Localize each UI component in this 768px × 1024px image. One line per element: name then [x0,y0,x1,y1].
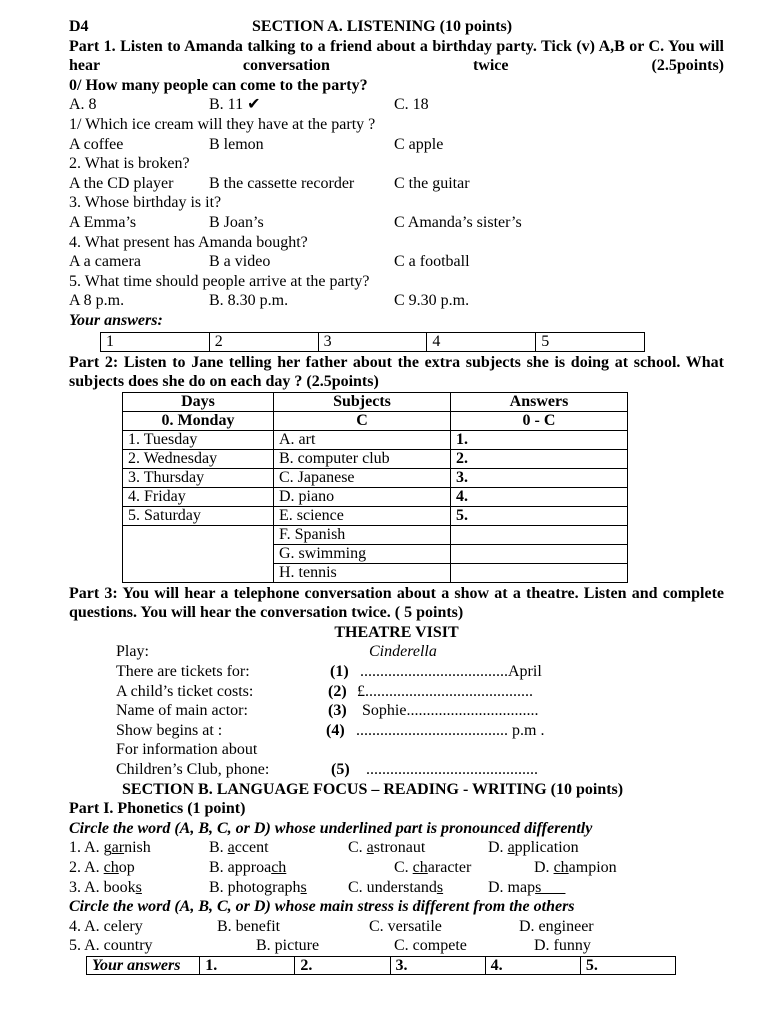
column-header: Answers [451,392,628,411]
q0-option-a: A. 8 [69,96,97,114]
q5-option-c: C 9.30 p.m. [394,292,470,310]
q2-options [69,174,724,194]
phonetics-row-2 [69,858,724,878]
column-header: Days [123,392,274,411]
part1-q1: 1/ Which ice cream will they have at the party ? [69,115,376,133]
answer-cell[interactable]: 2 [209,332,318,351]
play-row [69,642,724,662]
exam-page [69,17,724,975]
check-icon: ✔ [247,96,261,114]
subject-cell: E. science [274,506,451,525]
field-number: (5) [331,761,350,779]
theatre-visit-heading: THEATRE VISIT [334,623,459,641]
field-2 [69,682,724,702]
answer-cell[interactable]: 5. [580,956,675,974]
part1-answer-table [100,332,645,352]
stress-row-4 [69,917,724,937]
subject-cell: B. computer club [274,449,451,468]
q5-option-a: A 8 p.m. [69,292,125,310]
q1-options [69,135,724,155]
field-3 [69,701,724,721]
section-a-title: SECTION A. LISTENING (10 points) [252,18,513,35]
field-blank[interactable]: ........................................... [366,761,538,779]
phonetics-row-1 [69,838,724,858]
field-number: (2) [328,682,347,700]
option-b: B. picture [256,937,320,955]
field-number: (1) [330,663,349,681]
option-c: C. character [394,859,472,876]
field-number: (4) [326,721,345,739]
part1-title: Part 1. Listen to Amanda talking to a friend about a birthday party. Tick (v) A,B or C. You will hear conversation twice (2.5points) [69,37,724,75]
option-c: C. versatile [369,917,442,935]
q1-option-a: A coffee [69,135,124,153]
field-blank[interactable]: ...................................... p.m . [356,721,545,739]
part2-table [122,392,628,583]
option-c: C. understands [348,878,444,896]
answer-cell[interactable]: 4 [427,332,536,351]
example-day: 0. Monday [123,411,274,430]
answer-cell[interactable]: 1. [200,956,295,974]
answer-cell[interactable]: 2. [451,449,628,468]
q3-option-a: A Emma’s [69,213,137,231]
subject-cell: C. Japanese [274,468,451,487]
q3-option-c: C Amanda’s sister’s [394,213,522,231]
q2-option-b: B the cassette recorder [209,174,355,192]
part1-q3: 3. Whose birthday is it? [69,194,222,212]
answer-label: Your answers [87,956,200,974]
option-a: 1. A. garnish [69,839,151,857]
option-d: D. champion [534,859,617,876]
option-b: B. photographs [209,878,307,896]
q0-option-b: B. 11 ✔ [209,96,261,114]
column-header: Subjects [274,392,451,411]
example-answer: 0 - C [451,411,628,430]
field-label: Children’s Club, phone: [116,761,270,779]
field-label: For information about [116,741,258,759]
option-b: B. approach [209,859,287,876]
q1-option-b: B lemon [209,135,264,153]
answer-cell [451,525,628,544]
subject-cell: A. art [274,430,451,449]
q4-options [69,252,724,272]
part1-q2: 2. What is broken? [69,155,190,173]
part1-q5: 5. What time should people arrive at the party? [69,272,370,290]
section-b-row [69,780,724,800]
day-cell-empty [123,525,274,582]
answer-cell[interactable]: 1. [451,430,628,449]
option-c: C. astronaut [348,839,426,857]
phonetics-row-3 [69,878,724,898]
part3-title: Part 3: You will hear a telephone conversation about a show at a theatre. Listen and complete questions. You will hear the conversation twice. ( 5 points) [69,584,724,622]
day-cell: 3. Thursday [123,468,274,487]
part1-q4: 4. What present has Amanda bought? [69,233,308,251]
play-value: Cinderella [369,643,437,661]
answer-cell[interactable]: 3. [451,468,628,487]
stress-row-5 [69,936,724,956]
option-a: 4. A. celery [69,917,143,935]
field-blank[interactable]: .....................................April [360,663,542,681]
subject-cell: H. tennis [274,563,451,582]
option-d: D. maps___ [488,878,566,896]
q0-options [69,95,724,115]
field-1 [69,662,724,682]
subject-cell: F. Spanish [274,525,451,544]
phonetics-instruction: Circle the word (A, B, C, or D) whose underlined part is pronounced differently [69,819,593,837]
answer-cell[interactable]: 3 [318,332,427,351]
exam-code: D4 [69,18,89,35]
answer-cell[interactable]: 5. [451,506,628,525]
q2-option-a: A the CD player [69,174,174,192]
option-a: 5. A. country [69,937,153,955]
answer-cell[interactable]: 4. [451,487,628,506]
subject-cell: D. piano [274,487,451,506]
answer-cell[interactable]: 1 [101,332,210,351]
play-label: Play: [116,643,149,661]
q0-option-c: C. 18 [394,96,429,114]
field-number: (3) [328,702,347,720]
section-b-title: SECTION B. LANGUAGE FOCUS – READING - WRITING (10 points) [122,780,624,798]
answer-cell[interactable]: 3. [390,956,485,974]
day-cell: 2. Wednesday [123,449,274,468]
answer-cell [451,563,628,582]
section-b-answer-table [86,956,676,975]
option-a: 2. A. chop [69,859,135,876]
option-d: D. application [488,839,579,857]
subject-cell: G. swimming [274,544,451,563]
part1-your-answers: Your answers: [69,311,163,329]
field-label: Name of main actor: [116,702,248,720]
q4-option-c: C a football [394,253,470,271]
day-cell: 4. Friday [123,487,274,506]
part1-q0: 0/ How many people can come to the party? [69,76,368,94]
option-a: 3. A. books [69,878,142,896]
field-blank[interactable]: Sophie................................. [362,702,539,720]
answer-cell[interactable]: 5 [536,332,645,351]
option-c: C. compete [394,937,467,955]
q1-option-c: C apple [394,135,444,153]
field-5 [69,760,724,780]
part2-title: Part 2: Listen to Jane telling her father about the extra subjects she is doing at school. What subjects does she do on each day ? (2.5points) [69,353,724,391]
q5-options [69,291,724,311]
day-cell: 1. Tuesday [123,430,274,449]
field-4 [69,721,724,741]
field-blank[interactable]: £.......................................... [357,682,533,700]
field-label: A child’s ticket costs: [116,682,254,700]
field-label: There are tickets for: [116,663,250,681]
q5-option-b: B. 8.30 p.m. [209,292,289,310]
example-subject: C [274,411,451,430]
stress-instruction: Circle the word (A, B, C, or D) whose main stress is different from the others [69,898,575,916]
option-d: D. funny [534,937,591,955]
header-row [69,17,724,37]
answer-cell [451,544,628,563]
field-label: Show begins at : [116,721,223,739]
q4-option-b: B a video [209,253,271,271]
q3-option-b: B Joan’s [209,213,264,231]
day-cell: 5. Saturday [123,506,274,525]
option-b: B. benefit [217,917,281,935]
field-5a [69,740,724,760]
option-d: D. engineer [519,917,594,935]
option-b: B. accent [209,839,269,857]
answer-cell[interactable]: 2. [295,956,390,974]
q2-option-c: C the guitar [394,174,470,192]
q3-options [69,213,724,233]
answer-cell[interactable]: 4. [485,956,580,974]
q4-option-a: A a camera [69,253,141,271]
phonetics-title: Part I. Phonetics (1 point) [69,800,246,818]
